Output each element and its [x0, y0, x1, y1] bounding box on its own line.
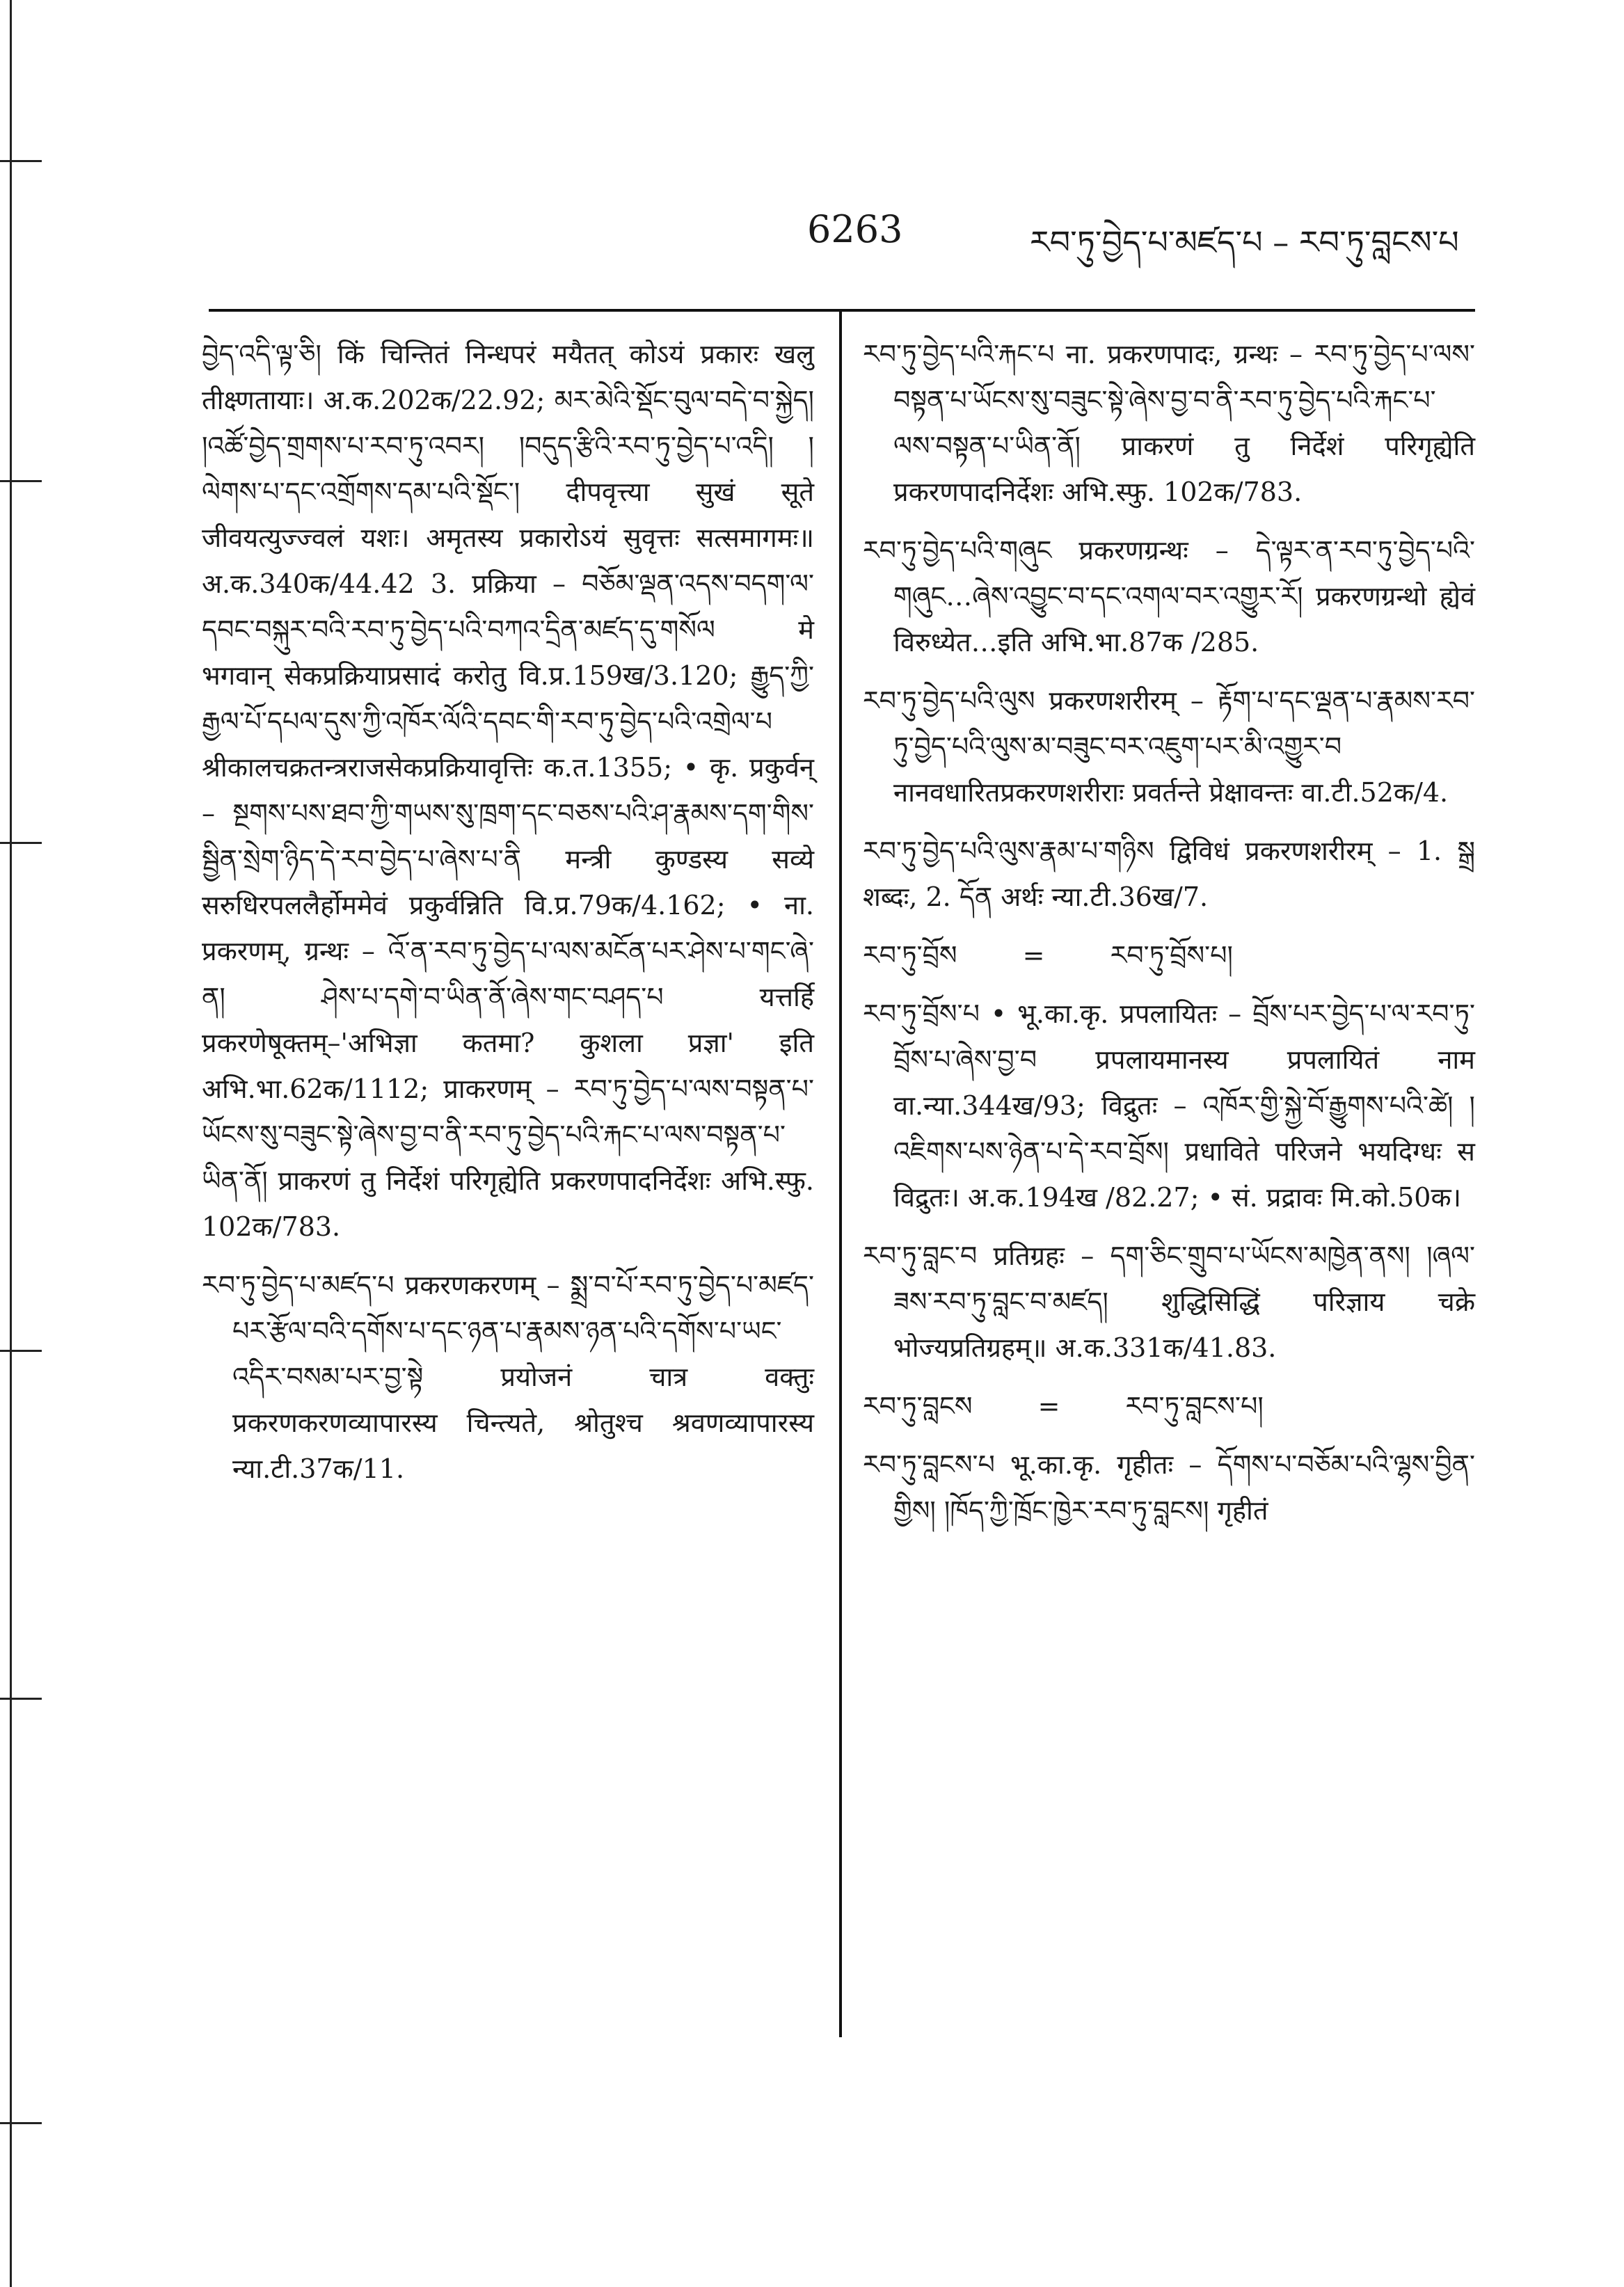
cross-ref-head: རབ་ཏུ་བླངས [863, 1391, 973, 1421]
dictionary-entry: རབ་ཏུ་བྲོས་པ • भू.का.कृ. प्रपलायितः – བྲོས་པར་བྱེད་པ་ལ་རབ་ཏུ་བྲོས་པ་ཞེས་བྱ་བ प्रपलायमानस्य प्रपलायितं नाम वा.न्या.344ख/93; विद्रुतः – འཁོར་གྱི་སྐྱེ་བོ་རྒྱུགས་པའི་ཚེ། །འཇིགས་པས་ཉེན་པ་དེ་རབ་བྲོས། प्रधाविते परिजने भयदिग्धः स विद्रुतः। अ.क.194ख /82.27; • सं. प्रद्रावः मि.को.50क। [863, 998, 1475, 1213]
page-number: 6263 [807, 207, 903, 251]
left-column [202, 331, 814, 1504]
scan-margin-tick [0, 480, 42, 482]
dictionary-entry: རབ་ཏུ་བྱེད་པའི་ལུས प्रकरणशरीरम् – རྟོག་པ་དང་ལྡན་པ་རྣམས་རབ་ཏུ་བྱེད་པའི་ལུས་མ་བཟུང་བར་འཇུག་པར་མི་འགྱུར་བ नानवधारितप्रकरणशरीराः प्रवर्तन्ते प्रेक्षावन्तः वा.टी.52क/4. [863, 685, 1475, 808]
dictionary-entry: རབ་ཏུ་བླངས་པ भू.का.कृ. गृहीतः – དོགས་པ་བཅོམ་པའི་ལྷས་བྱིན་གྱིས། །ཁོད་ཀྱི་ཁྲོང་ཁྱེར་རབ་ཏུ་བླངས། गृहीतं [863, 1449, 1475, 1526]
scan-margin-tick [0, 1698, 42, 1700]
dictionary-entry: རབ་ཏུ་བྱེད་པའི་རྐང་པ ना. प्रकरणपादः, ग्रन्थः – རབ་ཏུ་བྱེད་པ་ལས་བསྟན་པ་ཡོངས་སུ་བཟུང་སྟེ་ཞེས་བྱ་བ་ནི་རབ་ཏུ་བྱེད་པའི་རྐང་པ་ལས་བསྟན་པ་ཡིན་ནོ། प्राकरणं तु निर्देशं परिगृह्येति प्रकरणपादनिर्देशः अभि.स्फु. 102क/783. [863, 339, 1475, 507]
sub-entry: རབ་ཏུ་བྱེད་པའི་ལུས་རྣམ་པ་གཉིས द्विविधं प्रकरणशरीरम् – 1. སྒྲ शब्दः, 2. དོན अर्थः न्या.टी.36ख/7. [863, 836, 1475, 912]
scan-margin-line [10, 0, 12, 2287]
column-divider [839, 312, 842, 2037]
cross-ref-target: རབ་ཏུ་བྲོས་པ། [1110, 940, 1233, 971]
cross-ref-equals: = [1037, 1391, 1060, 1421]
header-entry-range: རབ་ཏུ་བྱེད་པ་མཛད་པ – རབ་ཏུ་བླངས་པ [1030, 223, 1459, 261]
right-column [863, 331, 1475, 1546]
scan-margin-tick [0, 1350, 42, 1352]
dictionary-entry: རབ་ཏུ་བྱེད་པ་མཛད་པ प्रकरणकरणम् – སྨྲ་བ་པོ་རབ་ཏུ་བྱེད་པ་མཛད་པར་རྩོལ་བའི་དགོས་པ་དང་ཉན་པ་རྣམས་ཉན་པའི་དགོས་པ་ཡང་འདིར་བསམ་པར་བྱ་སྟེ प्रयोजनं चात्र वक्तुः प्रकरणकरणव्यापारस्य चिन्त्यते, श्रोतुश्च श्रवणव्यापारस्य न्या.टी.37क/11. [202, 1270, 814, 1484]
cross-reference [863, 1383, 1475, 1429]
scan-margin-tick [0, 2122, 42, 2124]
cross-ref-equals: = [1022, 940, 1045, 971]
scan-margin-tick [0, 160, 42, 162]
cross-reference [863, 932, 1475, 978]
cross-ref-target: རབ་ཏུ་བླངས་པ། [1125, 1391, 1264, 1421]
header-rule [209, 309, 1475, 312]
cross-ref-head: རབ་ཏུ་བྲོས [863, 940, 957, 971]
scan-margin-tick [0, 842, 42, 844]
entry-continuation: བྱེད་འདི་ལྟ་ཅི། किं चिन्तितं निन्धपरं मयैतत् कोऽयं प्रकारः खलु तीक्ष्णतायाः। अ.क.202क/22.92; མར་མེའི་སྡོང་བུལ་བདེ་བ་སྐྱེད། །འཚོ་བྱེད་གྲགས་པ་རབ་ཏུ་འབར། །བདུད་རྩིའི་རབ་ཏུ་བྱེད་པ་འདི། །ལེགས་པ་དང་འགྲོགས་དམ་པའི་སྡོང་། दीपवृत्त्या सुखं सूते जीवयत्युज्ज्वलं यशः। अमृतस्य प्रकारोऽयं सुवृत्तः सत्समागमः॥ अ.क.340क/44.42 3. प्रक्रिया – བཅོམ་ལྡན་འདས་བདག་ལ་དབང་བསྐུར་བའི་རབ་ཏུ་བྱེད་པའི་བཀའ་དྲིན་མཛད་དུ་གསོལ मे भगवान् सेकप्रक्रियाप्रसादं करोतु वि.प्र.159ख/3.120; རྒྱུད་ཀྱི་རྒྱལ་པོ་དཔལ་དུས་ཀྱི་འཁོར་ལོའི་དབང་གི་རབ་ཏུ་བྱེད་པའི་འགྲེལ་པ श्रीकालचक्रतन्त्रराजसेकप्रक्रियावृत्तिः क.त.1355; • कृ. प्रकुर्वन् – སྔགས་པས་ཐབ་ཀྱི་གཡས་སུ་ཁྲག་དང་བཅས་པའི་ཤ་རྣམས་དག་གིས་སྦྱིན་སྲེག་ཉིད་དེ་རབ་བྱེད་པ་ཞེས་པ་ནི मन्त्री कुण्डस्य सव्ये सरुधिरपललैर्होममेवं प्रकुर्वन्निति वि.प्र.79क/4.162; • ना. प्रकरणम्, ग्रन्थः – འོ་ན་རབ་ཏུ་བྱེད་པ་ལས་མངོན་པར་ཤེས་པ་གང་ཞེ་ན། ཤེས་པ་དགེ་བ་ཡིན་ནོ་ཞེས་གང་བཤད་པ यत्तर्हि प्रकरणेषूक्तम्–'अभिज्ञा कतमा? कुशला प्रज्ञा' इति अभि.भा.62क/1112; प्राकरणम् – རབ་ཏུ་བྱེད་པ་ལས་བསྟན་པ་ཡོངས་སུ་བཟུང་སྟེ་ཞེས་བྱ་བ་ནི་རབ་ཏུ་བྱེད་པའི་རྐང་པ་ལས་བསྟན་པ་ཡིན་ནོ། प्राकरणं तु निर्देशं परिगृह्येति प्रकरणपादनिर्देशः अभि.स्फु. 102क/783. [202, 339, 814, 1242]
dictionary-entry: རབ་ཏུ་བླང་བ प्रतिग्रहः – དག་ཅིང་གྲུབ་པ་ཡོངས་མཁྱེན་ནས། །ཞལ་ཟས་རབ་ཏུ་བླང་བ་མཛད། शुद्धिसिद्धिं परिज्ञाय चक्रे भोज्यप्रतिग्रहम्॥ अ.क.331क/41.83. [863, 1241, 1475, 1363]
dictionary-entry: རབ་ཏུ་བྱེད་པའི་གཞུང प्रकरणग्रन्थः – དེ་ལྟར་ན་རབ་ཏུ་བྱེད་པའི་གཞུང…ཞེས་འབྱུང་བ་དང་འགལ་བར་འགྱུར་རོ། प्रकरणग्रन्थो ह्येवं विरुध्येत…इति अभि.भा.87क /285. [863, 535, 1475, 658]
